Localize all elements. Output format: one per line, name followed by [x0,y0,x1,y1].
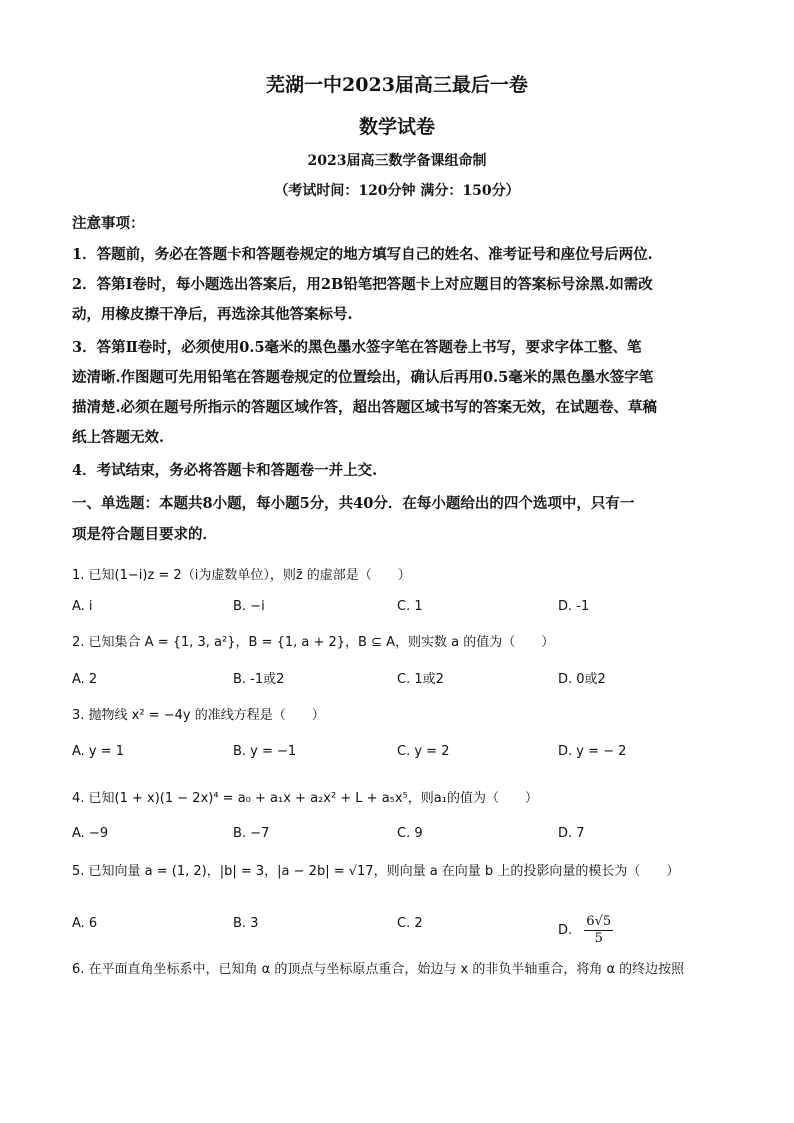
question-2-option-b: B. -1或2 [233,672,285,687]
notes-heading: 注意事项： [72,215,145,232]
question-4-stem: 4. 已知(1 + x)(1 − 2x)⁴ = a₀ + a₁x + a₂x² + L + a₅x⁵，则a₁的值为（ ） [72,791,538,806]
note-line: 3．答第Ⅱ卷时，必须使用0.5毫米的黑色墨水签字笔在答题卷上书写，要求字体工整、笔 [72,339,642,356]
question-2-option-c: C. 1或2 [397,672,444,687]
note-line: 迹清晰.作图题可先用铅笔在答题卷规定的位置绘出，确认后再用0.5毫米的黑色墨水签字笔 [72,369,654,386]
exam-time-info: （考试时间：120分钟 满分：150分） [274,183,520,199]
question-3-option-b: B. y = −1 [233,744,297,759]
question-3-stem: 3. 抛物线 x² = −4y 的准线方程是（ ） [72,708,325,723]
question-4-option-d: D. 7 [558,826,585,841]
note-line: 描清楚.必须在题号所指示的答题区域作答，超出答题区域书写的答案无效，在试题卷、草稿 [72,399,658,416]
question-1-stem: 1. 已知(1−i)z = 2（i为虚数单位），则z̄ 的虚部是（ ） [72,568,411,583]
question-3-option-a: A. y = 1 [72,744,125,759]
note-line: 纸上答题无效. [72,429,165,446]
question-4-option-c: C. 9 [397,826,423,841]
question-1-option-d: D. -1 [558,599,590,614]
question-6-stem: 6. 在平面直角坐标系中，已知角 α 的顶点与坐标原点重合，始边与 x 的非负半轴重合，将角 α 的终边按照 [72,962,685,977]
question-1-option-a: A. i [72,599,93,614]
question-3-option-c: C. y = 2 [397,744,450,759]
note-line: 1．答题前，务必在答题卡和答题卷规定的地方填写自己的姓名、准考证号和座位号后两位. [72,246,653,263]
note-line: 动，用橡皮擦干净后，再选涂其他答案标号. [72,306,353,323]
fraction-denominator: 5 [594,931,603,946]
question-1-option-b: B. −i [233,599,265,614]
question-3-option-d: D. y = − 2 [558,744,627,759]
section-heading: 一、单选题：本题共8小题，每小题5分，共40分．在每小题给出的四个选项中，只有一 [72,495,635,512]
section-heading-cont: 项是符合题目要求的． [72,526,217,543]
question-5-stem: 5. 已知向量 a = (1, 2)，|b| = 3，|a − 2b| = √17，则向量 a 在向量 b 上的投影向量的模长为（ ） [72,864,680,879]
question-4-option-a: A. −9 [72,826,109,841]
question-5-option-b: B. 3 [233,916,259,931]
note-line: 4．考试结束，务必将答题卡和答题卷一并上交. [72,462,378,479]
question-2-stem: 2. 已知集合 A = {1, 3, a²}，B = {1, a + 2}，B ⊆ A，则实数 a 的值为（ ） [72,635,555,650]
exam-title: 芜湖一中2023届高三最后一卷 [266,74,528,96]
question-2-option-d: D. 0或2 [558,672,606,687]
question-5-option-d [558,914,613,947]
note-line: 2．答第Ⅰ卷时，每小题选出答案后，用2B铅笔把答题卡上对应题目的答案标号涂黑.如需改 [72,276,653,293]
question-5-option-c: C. 2 [397,916,423,931]
exam-maker: 2023届高三数学备课组命制 [307,153,487,169]
question-5-option-a: A. 6 [72,916,98,931]
exam-subtitle: 数学试卷 [358,116,435,138]
question-2-option-a: A. 2 [72,672,98,687]
question-5-option-d-label: D. [558,923,573,938]
question-1-option-c: C. 1 [397,599,423,614]
question-4-option-b: B. −7 [233,826,270,841]
question-5-option-d-fraction [584,914,613,947]
fraction-numerator: 6√5 [586,914,612,929]
